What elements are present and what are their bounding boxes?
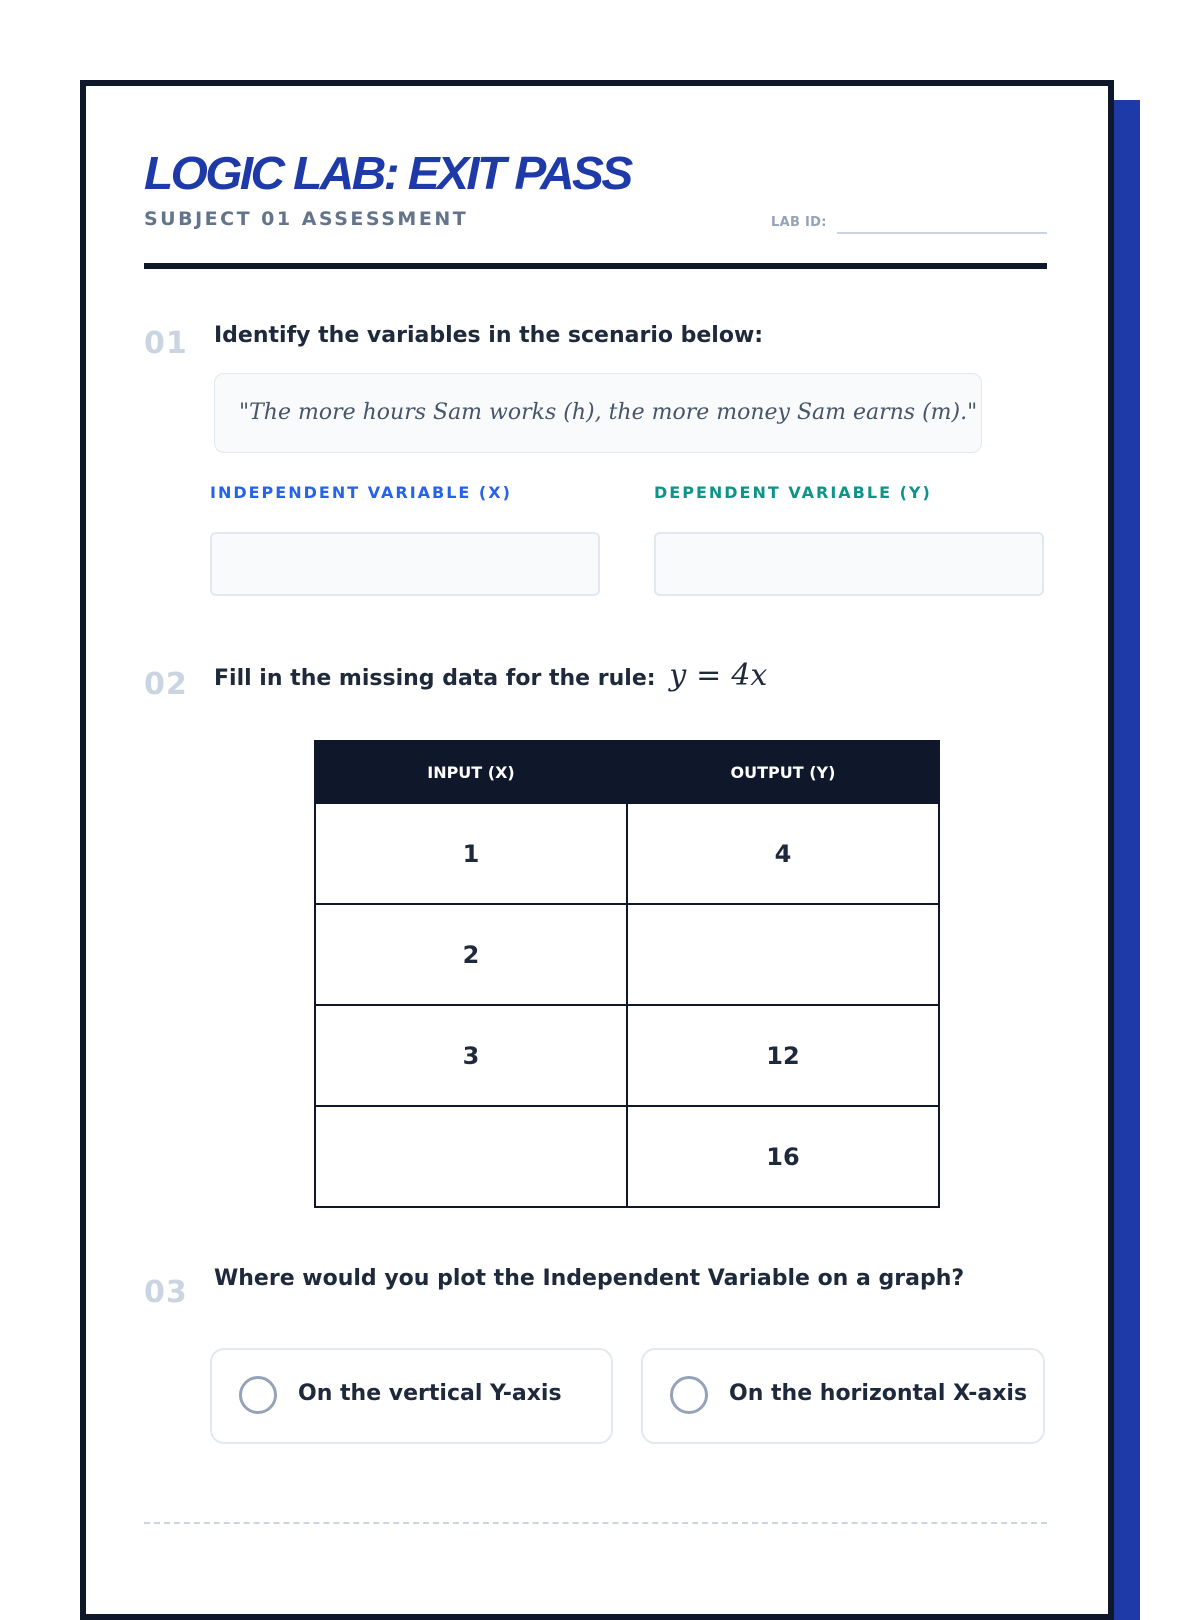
table-row: [315, 803, 939, 904]
column-header-output: OUTPUT (Y): [627, 741, 939, 803]
question-2-prompt-row: [214, 658, 767, 693]
output-cell: 16: [627, 1106, 939, 1207]
option-horizontal-x-axis[interactable]: [641, 1348, 1045, 1444]
question-1-number: 01: [144, 326, 188, 361]
radio-button-icon[interactable]: [670, 1376, 708, 1414]
input-cell: 3: [315, 1005, 627, 1106]
table-row: [315, 904, 939, 1005]
lab-id-field[interactable]: [837, 232, 1047, 234]
cut-line-divider: [144, 1522, 1047, 1524]
question-3-prompt: Where would you plot the Independent Variable on a graph?: [214, 1266, 965, 1291]
independent-variable-input[interactable]: [210, 532, 600, 596]
dependent-variable-input[interactable]: [654, 532, 1044, 596]
header-divider: [144, 263, 1047, 269]
table-header-row: [315, 741, 939, 803]
input-output-table: [314, 740, 940, 1208]
rule-lhs: y: [669, 658, 687, 693]
output-cell-blank[interactable]: [627, 904, 939, 1005]
output-cell: 12: [627, 1005, 939, 1106]
question-1-prompt: Identify the variables in the scenario below:: [214, 323, 764, 348]
option-label: On the horizontal X-axis: [729, 1381, 1028, 1406]
option-label: On the vertical Y-axis: [298, 1381, 562, 1406]
column-header-input: INPUT (X): [315, 741, 627, 803]
exit-pass-sheet: [80, 80, 1114, 1620]
page-subtitle: SUBJECT 01 ASSESSMENT: [144, 208, 469, 230]
option-vertical-y-axis[interactable]: [210, 1348, 613, 1444]
question-2-prompt: Fill in the missing data for the rule:: [214, 666, 656, 691]
lab-id-label: LAB ID:: [771, 215, 827, 230]
table-row: [315, 1106, 939, 1207]
input-cell: 1: [315, 803, 627, 904]
input-cell-blank[interactable]: [315, 1106, 627, 1207]
radio-button-icon[interactable]: [239, 1376, 277, 1414]
output-cell: 4: [627, 803, 939, 904]
input-cell: 2: [315, 904, 627, 1005]
rule-equation: [669, 658, 767, 693]
table-row: [315, 1005, 939, 1106]
rule-rhs: 4x: [731, 658, 768, 693]
question-3-number: 03: [144, 1275, 188, 1310]
dependent-variable-label: DEPENDENT VARIABLE (Y): [654, 483, 932, 502]
page-title: LOGIC LAB: EXIT PASS: [144, 147, 631, 199]
scenario-quote: "The more hours Sam works (h), the more money Sam earns (m).": [214, 373, 982, 453]
question-2-number: 02: [144, 667, 188, 702]
rule-equals: =: [696, 658, 722, 693]
independent-variable-label: INDEPENDENT VARIABLE (X): [210, 483, 512, 502]
